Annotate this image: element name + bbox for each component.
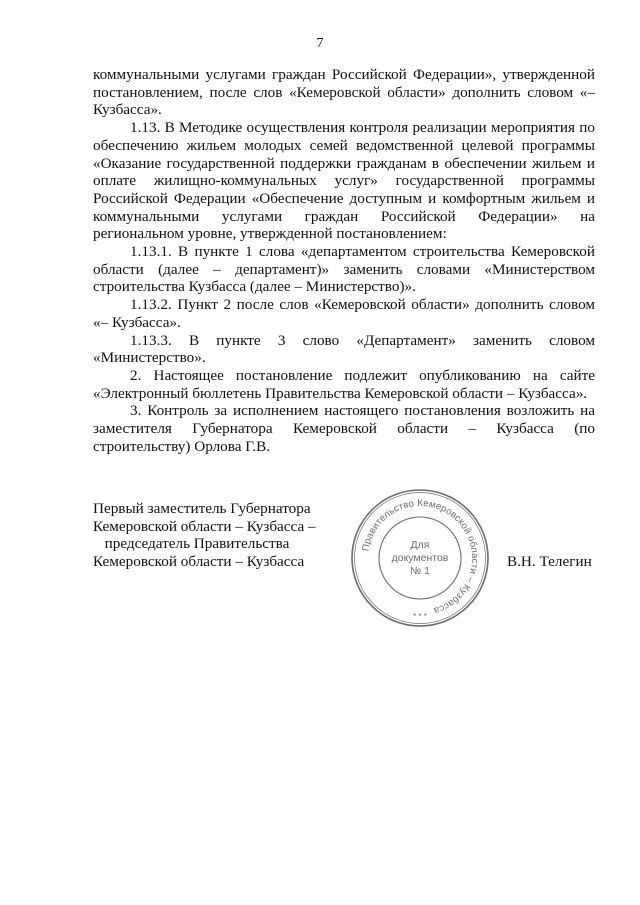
page-number: 7 [316, 36, 324, 51]
official-seal [345, 483, 495, 633]
paragraph-2: 2. Настоящее постановление подлежит опубликованию на сайте «Электронный бюллетень Правительства Кемеровской области – Кузбасса». [93, 366, 595, 402]
paragraph-1-13: 1.13. В Методике осуществления контроля реализации мероприятия по обеспечению жильем молодых семей ведомственной целевой программы «Оказание государственной поддержки гражданам в обеспечении жильем и оплате жилищно-коммунальных услуг» государственной программы Российской Федерации «Обеспечение доступным и комфортным жильем и коммунальными услугами граждан Российской Федерации» на региональном уровне, утвержденной постановлением: [93, 119, 595, 243]
seal-center-line-1: Для [410, 539, 430, 551]
paragraph-1-13-2: 1.13.2. Пункт 2 после слов «Кемеровской области» дополнить словом «– Кузбасса». [93, 296, 595, 331]
paragraph-3: 3. Контроль за исполнением настоящего постановления возложить на заместителя Губернатора Кемеровской области – Кузбасса (по строительству) Орлова Г.В. [93, 402, 595, 455]
seal-center-line-3: № 1 [409, 565, 431, 577]
document-body [93, 66, 595, 455]
signer-name: В.Н. Телегин [507, 553, 592, 570]
signatory-title-line: Первый заместитель Губернатора [93, 500, 311, 517]
signatory-title [93, 500, 316, 571]
signatory-title-line: Кемеровской области – Кузбасса [93, 553, 305, 571]
paragraph-1-13-3: 1.13.3. В пункте 3 слово «Департамент» заменить словом «Министерство». [93, 331, 595, 367]
paragraph-1-13-1: 1.13.1. В пункте 1 слова «департаментом строительства Кемеровской области (далее – департамент)» заменить словами «Министерством строительства Кузбасса (далее – Министерство)». [93, 243, 595, 296]
seal-center-line-2: документов [391, 552, 449, 564]
seal-ring-text: Правительство Кемеровской области – Кузбасса [360, 497, 481, 617]
signatory-title-line: председатель Правительства [104, 535, 290, 553]
paragraph-continuation: коммунальными услугами граждан Российской Федерации», утвержденной постановлением, после слов «Кемеровской области» дополнить словом «– Кузбасса». [93, 66, 595, 119]
seal-stars: * * * [413, 612, 427, 621]
signatory-title-line: Кемеровской области – Кузбасса – [93, 517, 316, 535]
